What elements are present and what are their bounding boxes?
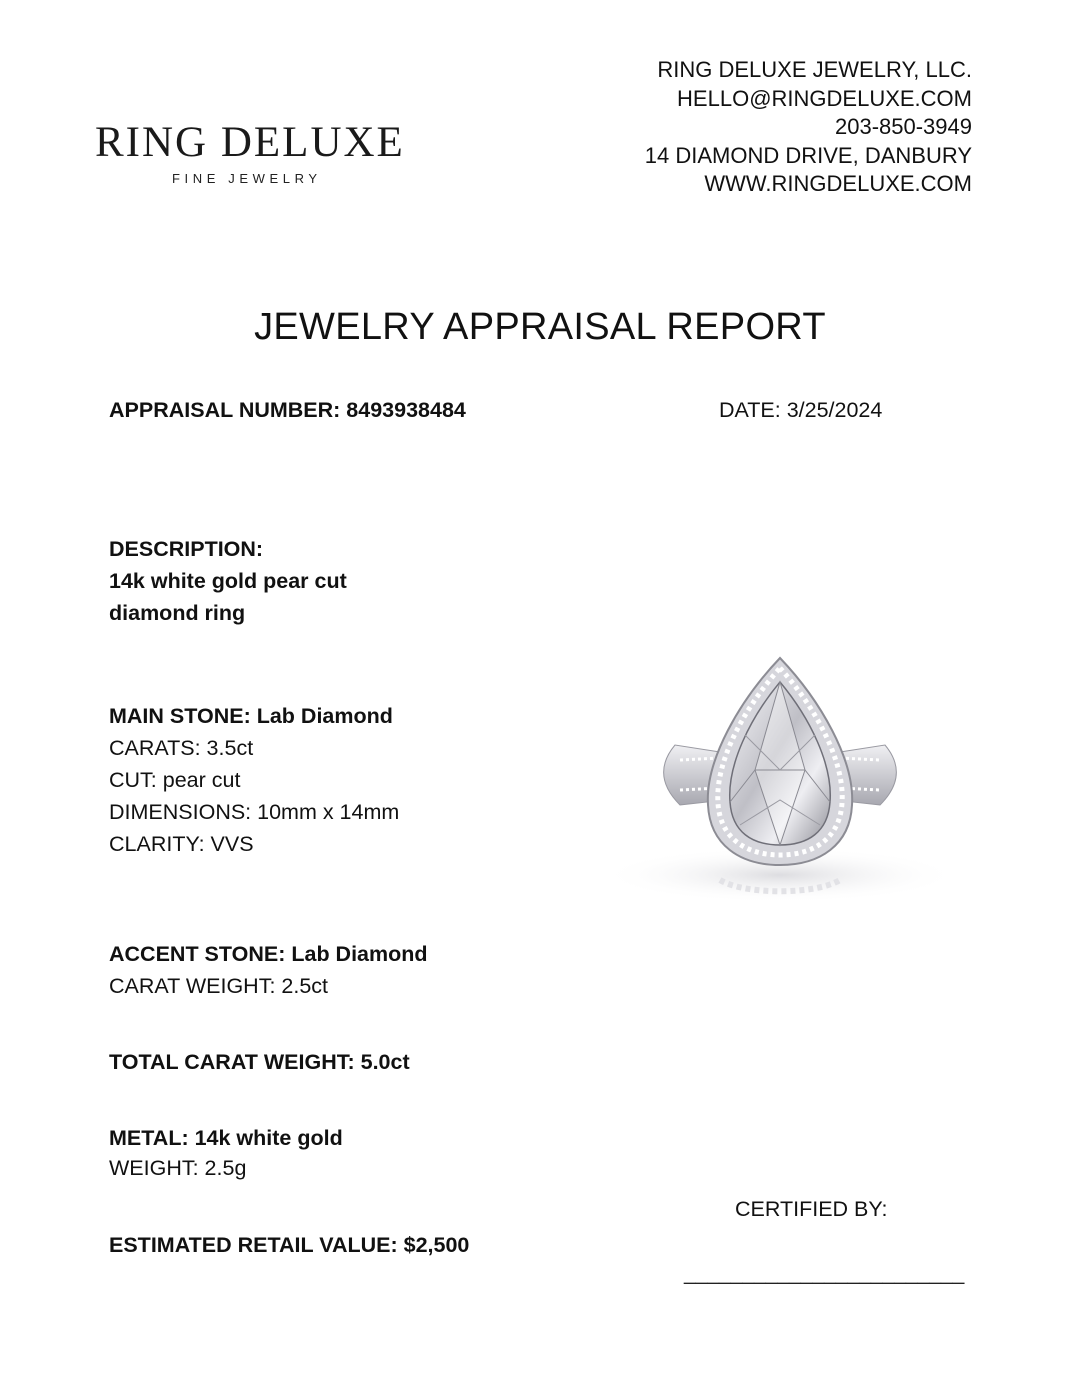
company-phone: 203-850-3949 [834, 114, 972, 139]
metal-heading: METAL: 14k white gold [109, 1126, 343, 1150]
accent-stone-heading: ACCENT STONE: Lab Diamond [109, 942, 428, 966]
brand-tagline: FINE JEWELRY [172, 171, 322, 186]
appraisal-date: DATE: 3/25/2024 [719, 398, 883, 422]
company-email: HELLO@RINGDELUXE.COM [677, 85, 972, 111]
main-stone-clarity: CLARITY: VVS [109, 832, 254, 856]
description-section [109, 533, 347, 629]
company-name: RING DELUXE JEWELRY, LLC. [657, 57, 972, 82]
description-line: 14k white gold pear cut [109, 569, 347, 593]
company-address: 14 DIAMOND DRIVE, DANBURY [644, 142, 972, 168]
main-stone-cut: CUT: pear cut [109, 768, 241, 792]
appraisal-number: APPRAISAL NUMBER: 8493938484 [109, 398, 466, 422]
total-carat-weight: TOTAL CARAT WEIGHT: 5.0ct [109, 1050, 410, 1074]
main-stone-carats: CARATS: 3.5ct [109, 736, 254, 760]
certified-by-label: CERTIFIED BY: [735, 1197, 888, 1221]
company-website: WWW.RINGDELUXE.COM [704, 171, 972, 196]
description-heading: DESCRIPTION: [109, 537, 264, 561]
estimated-retail-value: ESTIMATED RETAIL VALUE: $2,500 [109, 1233, 470, 1257]
accent-stone-section [109, 938, 428, 1002]
signature-line: ________________________ [684, 1262, 965, 1285]
metal-weight: WEIGHT: 2.5g [109, 1156, 247, 1180]
brand-logo: RING DELUXE [95, 119, 405, 166]
pear-diamond-ring-icon [580, 640, 980, 940]
main-stone-heading: MAIN STONE: Lab Diamond [109, 704, 393, 728]
description-line: diamond ring [109, 601, 246, 625]
report-title: JEWELRY APPRAISAL REPORT [254, 306, 826, 348]
accent-stone-carat-weight: CARAT WEIGHT: 2.5ct [109, 974, 329, 998]
main-stone-section [109, 700, 399, 860]
main-stone-dimensions: DIMENSIONS: 10mm x 14mm [109, 800, 400, 824]
company-info [645, 56, 972, 199]
metal-section [109, 1123, 343, 1183]
